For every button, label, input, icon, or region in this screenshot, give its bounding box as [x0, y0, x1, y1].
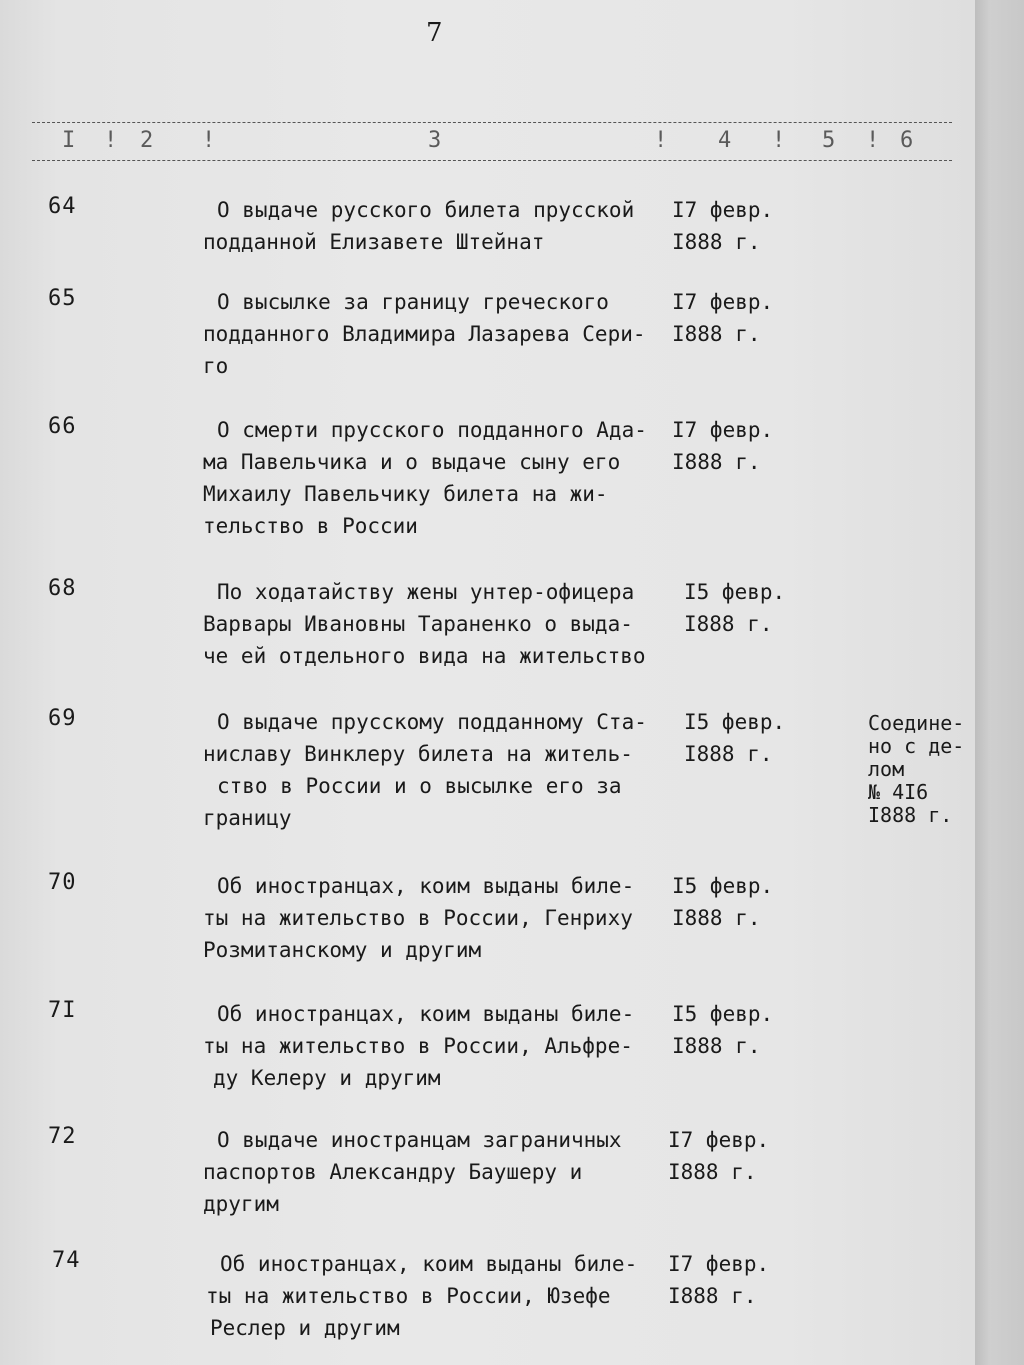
entry-title-line: ду Келеру и другим [213, 1066, 441, 1090]
entry-title-line: Варвары Ивановны Тараненко о выда- [203, 612, 633, 636]
entry-note-line: лом [868, 757, 905, 781]
column-header-row [32, 128, 952, 156]
entry-date-line: I888 г. [684, 742, 773, 766]
entry-title-line: ма Павельчика и о выдаче сыну его [203, 450, 621, 474]
entry-title-line: ниславу Винклеру билета на житель- [203, 742, 633, 766]
entry-number: 70 [48, 870, 77, 895]
entry-date-line: I5 февр. [684, 710, 786, 734]
entry-note-line: но с де- [868, 734, 965, 758]
entry-date-line: I5 февр. [684, 580, 786, 604]
entry-date [672, 414, 773, 478]
entry-date [684, 576, 785, 640]
entry-title [203, 998, 663, 1094]
entry-date [672, 286, 773, 350]
entry-title [203, 706, 663, 834]
entry-title [206, 1248, 666, 1344]
entry-date-line: I7 февр. [672, 418, 774, 442]
entry-date [672, 870, 773, 934]
entry-title-line: ты на жительство в России, Альфре- [203, 1034, 633, 1058]
entry-title [203, 870, 663, 966]
entry-number: 66 [48, 414, 77, 439]
entry-number: 72 [48, 1124, 77, 1149]
entry-title-line: О выдаче иностранцам заграничных [217, 1128, 622, 1152]
column-header-1: I [62, 128, 76, 153]
entry-title-line: О выдаче прусскому подданному Ста- [217, 710, 647, 734]
entry-number: 65 [48, 286, 77, 311]
entry-date-line: I7 февр. [672, 198, 774, 222]
entry-title-line: тельство в России [203, 514, 418, 538]
entry-date-line: I888 г. [672, 450, 761, 474]
page-edge [975, 0, 1024, 1365]
entry-date-line: I888 г. [672, 322, 761, 346]
entry-number: 64 [48, 194, 77, 219]
entry-date [668, 1124, 769, 1188]
entry-number: 69 [48, 706, 77, 731]
entry-title-line: Розмитанскому и другим [203, 938, 482, 962]
entry-title-line: Реслер и другим [210, 1316, 400, 1340]
column-separator: ! [866, 128, 880, 153]
entry-date-line: I888 г. [668, 1284, 757, 1308]
table-header-top-rule [32, 122, 952, 123]
table-header-bottom-rule [32, 160, 952, 161]
entry-date-line: I888 г. [672, 906, 761, 930]
entry-title-line: подданной Елизавете Штейнат [203, 230, 545, 254]
entry-date-line: I5 февр. [672, 874, 774, 898]
entry-title-line: ты на жительство в России, Генриху [203, 906, 633, 930]
entry-title-line: го [203, 354, 229, 378]
entry-date-line: I888 г. [672, 1034, 761, 1058]
entry-title-line: че ей отдельного вида на жительство [203, 644, 646, 668]
entry-date-line: I7 февр. [672, 290, 774, 314]
entry-title-line: ство в России и о высылке его за [217, 774, 622, 798]
entry-date-line: I7 февр. [668, 1128, 770, 1152]
column-header-3: 3 [428, 128, 442, 153]
entry-number: 7I [48, 998, 77, 1023]
column-header-6: 6 [900, 128, 914, 153]
entry-title-line: Об иностранцах, коим выданы биле- [217, 874, 635, 898]
column-header-2: 2 [140, 128, 154, 153]
entry-date-line: I5 февр. [672, 1002, 774, 1026]
entry-title [203, 1124, 663, 1220]
page-number: 7 [426, 18, 443, 48]
entry-title [203, 286, 663, 382]
entry-date [684, 706, 785, 770]
entry-title-line: О смерти прусского подданного Ада- [217, 418, 647, 442]
entry-title-line: ты на жительство в России, Юзефе [206, 1284, 611, 1308]
entry-number: 74 [52, 1248, 81, 1273]
entry-title [203, 576, 663, 672]
entry-title [203, 414, 663, 542]
entry-date-line: I888 г. [684, 612, 773, 636]
entry-title-line: О выдаче русского билета прусской [217, 198, 635, 222]
entry-date-line: I888 г. [668, 1160, 757, 1184]
entry-date [672, 194, 773, 258]
entry-title-line: подданного Владимира Лазарева Сери- [203, 322, 646, 346]
column-separator: ! [202, 128, 216, 153]
column-header-5: 5 [822, 128, 836, 153]
entry-title-line: О высылке за границу греческого [217, 290, 609, 314]
column-separator: ! [654, 128, 668, 153]
entry-date [668, 1248, 769, 1312]
entry-number: 68 [48, 576, 77, 601]
entry-title-line: границу [203, 806, 292, 830]
column-separator: ! [104, 128, 118, 153]
entry-date-line: I888 г. [672, 230, 761, 254]
entry-date-line: I7 февр. [668, 1252, 770, 1276]
entry-title-line: По ходатайству жены унтер-офицера [217, 580, 635, 604]
column-header-4: 4 [718, 128, 732, 153]
entry-title-line: Об иностранцах, коим выданы биле- [217, 1002, 635, 1026]
entry-note-line: № 4I6 [868, 780, 929, 804]
entry-note-line: I888 г. [868, 803, 953, 827]
entry-title-line: Об иностранцах, коим выданы биле- [220, 1252, 638, 1276]
entry-title [203, 194, 663, 258]
entry-date [672, 998, 773, 1062]
entry-title-line: Михаилу Павельчику билета на жи- [203, 482, 608, 506]
entry-title-line: паспортов Александру Баушеру и [203, 1160, 583, 1184]
entry-note [868, 712, 968, 827]
column-separator: ! [772, 128, 786, 153]
entry-title-line: другим [203, 1192, 279, 1216]
entry-note-line: Соедине- [868, 711, 965, 735]
